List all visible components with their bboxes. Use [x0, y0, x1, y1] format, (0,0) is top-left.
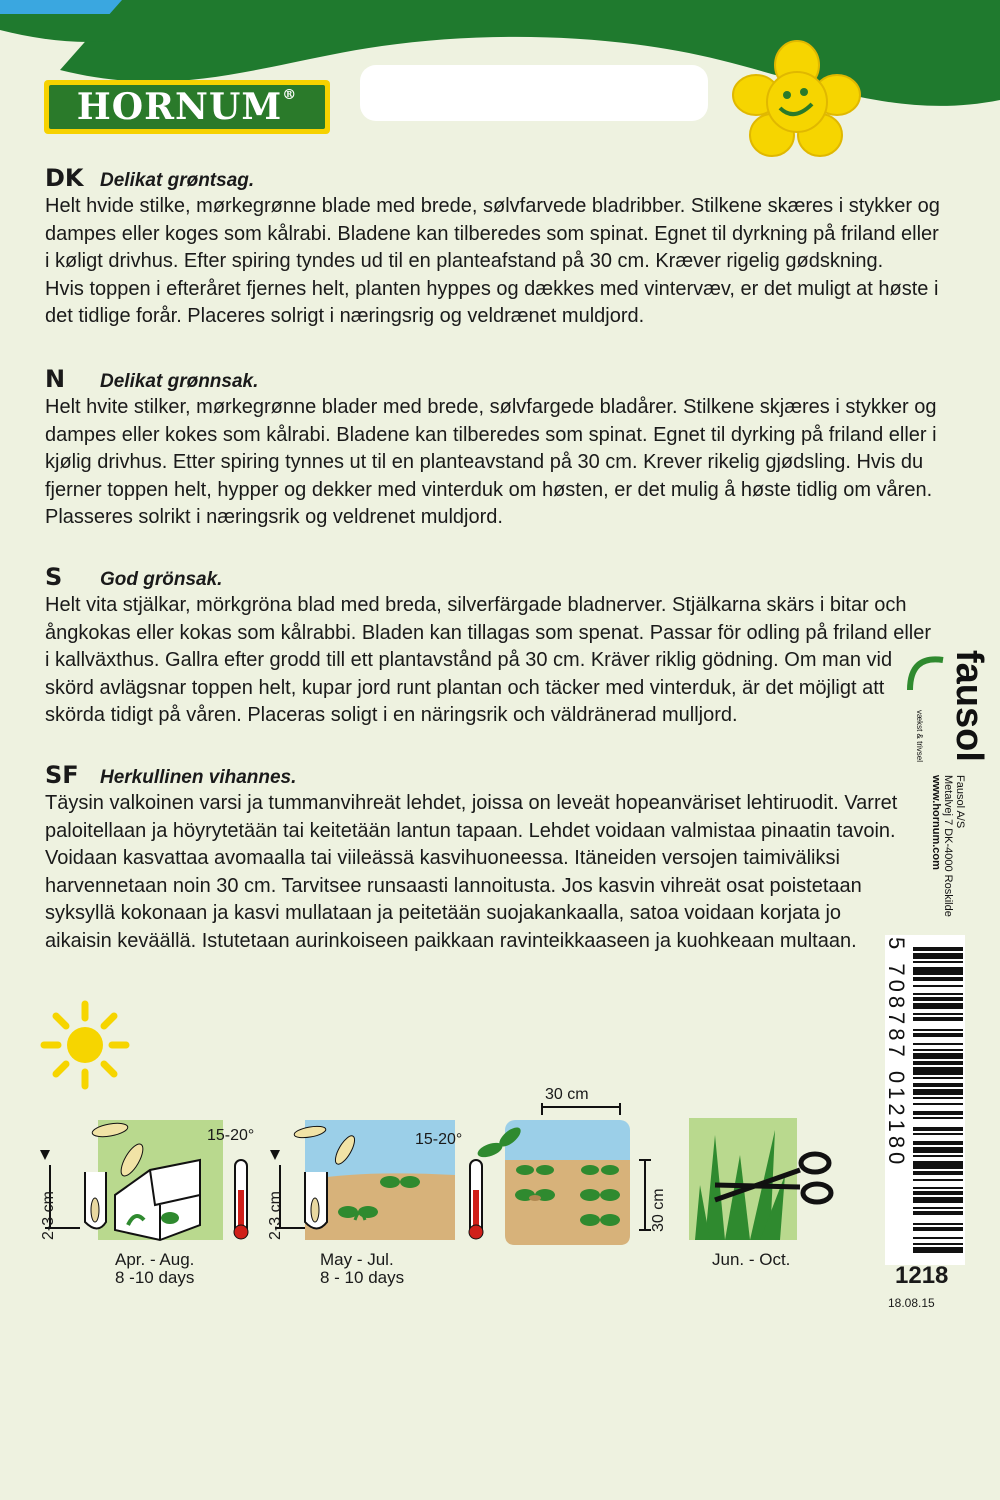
body-line: Helt hvide stilke, mørkegrønne blade med brede, sølvfarvede bladribber. Stilkene skæres i stykker og [45, 195, 940, 217]
barcode-bar [913, 967, 963, 975]
address-line-1: Fausol A/S [954, 775, 966, 829]
address-line-3: www.hornum.com [930, 775, 942, 870]
lang-title: God grönsak. [100, 569, 223, 590]
barcode-bar [913, 1013, 963, 1015]
barcode-bar [913, 1067, 963, 1075]
lang-code: S [45, 563, 63, 591]
body-line: skörda tidigt på våren. Placeras soligt i en näringsrik och väldränerad mulljord. [45, 704, 738, 726]
section-sf [45, 762, 940, 955]
barcode-bar [913, 1043, 963, 1045]
period-label: May - Jul. [320, 1250, 394, 1269]
flower-mascot-icon [732, 40, 862, 160]
body-line: kjølig drivhus. Etter spiring tynnes ut til en planteavstand på 30 cm. Krever rikelig gjødsling. Hvis du [45, 451, 924, 473]
temp-label: 15-20° [207, 1127, 255, 1144]
body-line: syksyllä kokonaan ja kasvi mullataan ja peitetään suojakankaalla, satoa voidaan korjata jo [45, 902, 842, 924]
barcode-bar [913, 985, 963, 987]
barcode-bar [913, 1161, 963, 1169]
harvest-period-label: Jun. - Oct. [712, 1250, 791, 1269]
body-line: dampes eller koges som kålrabi. Bladene kan tilberedes som spinat. Egnet til dyrkning på friland eller [45, 222, 939, 245]
fausol-name: fausol [948, 650, 990, 762]
temp-label: 15-20° [415, 1131, 463, 1148]
print-date: 18.08.15 [888, 1296, 935, 1310]
scissors-icon [685, 1115, 845, 1245]
barcode-bar [913, 1049, 963, 1051]
barcode-bar [913, 1029, 963, 1031]
barcode-bar [913, 1197, 963, 1203]
body-line: dampes eller kokes som kålrabi. Bladene kan tilberedes som spinat. Egnet til dyrking på friland eller i [45, 423, 937, 446]
fausol-block [905, 650, 990, 940]
barcode-bar [913, 1207, 963, 1209]
depth-label: 2-3 cm [267, 1191, 284, 1240]
lang-code: SF [45, 761, 79, 789]
barcode-bar [913, 1171, 963, 1175]
barcode-bar [913, 1187, 963, 1189]
company-address [905, 775, 975, 915]
barcode-bar [913, 1179, 963, 1181]
body-line: harvennetaan noin 30 cm. Tarvitsee runsaasti lannoitusta. Jos kasvin vihreät osat poistetaan [45, 874, 862, 897]
barcode-bar [913, 1117, 963, 1119]
item-code: 1218 [895, 1262, 949, 1289]
barcode-bar [913, 1227, 963, 1231]
barcode-bar [913, 961, 963, 963]
blank-label-area [360, 65, 708, 121]
lang-code: N [45, 365, 66, 393]
address-line-2: Metalvej 7 DK-4000 Roskilde [942, 775, 954, 917]
barcode-bar [913, 1243, 963, 1245]
barcode-bar [913, 1111, 963, 1115]
lang-title: Herkullinen vihannes. [100, 767, 297, 788]
barcode-bar [913, 947, 963, 951]
lang-title: Delikat grøntsag. [100, 170, 255, 191]
barcode-bar [913, 1053, 963, 1059]
barcode-bar [913, 977, 963, 981]
depth-label: 2-3 cm [40, 1191, 57, 1240]
body-line: Helt vita stjälkar, mörkgröna blad med breda, silverfärgade bladnerver. Stjälkarna skärs i bitar och [45, 594, 907, 616]
barcode-bar [913, 1237, 963, 1239]
body-line: det tidlige forår. Placeres solrigt i næringsrig og veldrænet muldjord. [45, 305, 645, 327]
barcode [885, 935, 965, 1265]
registered-mark: ® [282, 87, 298, 103]
body-line: Hvis toppen i efteråret fjernes helt, planten hyppes og dækkes med vintervæv, er det muligt at høste i [45, 277, 939, 300]
barcode-bar [913, 1103, 963, 1105]
barcode-bar [913, 1017, 963, 1021]
barcode-bar [913, 1141, 963, 1145]
barcode-bar [913, 1033, 963, 1037]
days-label: 8 - 10 days [320, 1268, 405, 1287]
barcode-bar [913, 1191, 963, 1195]
barcode-bar [913, 1223, 963, 1225]
body-line: Helt hvite stilker, mørkegrønne blader med brede, sølvfargede bladårer. Stilkene skjæres i stykker og [45, 396, 937, 418]
spacing-label: 30 cm [545, 1086, 589, 1103]
body-line: i køligt drivhus. Efter spiring tyndes ud til en planteafstand på 30 cm. Kræver rigelig gødskning. [45, 250, 884, 272]
barcode-bar [913, 1089, 963, 1095]
body-line: skörd avlägsnar toppen helt, kupar jord runt plantan och täcker med vinterduk, är det möjligt att [45, 676, 885, 699]
barcode-bar [913, 1247, 963, 1253]
section-n [45, 366, 940, 532]
fausol-tagline: vækst & trivsel [915, 710, 924, 763]
body-line: Plasseres solrikt i næringsrik og veldrenet muldjord. [45, 506, 503, 528]
body-line: i kallväxthus. Gallra efter grodd till ett plantavstånd på 30 cm. Kräver riklig gödning. Om man vid [45, 649, 893, 671]
barcode-bar [913, 1127, 963, 1131]
body-line: Voidaan kasvattaa avomaalla tai viileässä kasvihuoneessa. Itäneiden versojen taimiväliksi [45, 847, 840, 869]
section-dk [45, 165, 940, 331]
barcode-bar [913, 1097, 963, 1099]
lang-title: Delikat grønnsak. [100, 371, 259, 392]
period-label: Apr. - Aug. [115, 1250, 195, 1269]
barcode-bar [913, 1211, 963, 1215]
barcode-bars [885, 935, 965, 1265]
barcode-digits: 5 708787 012180 [884, 937, 909, 1169]
body-line: aikaisin keväällä. Istutetaan aurinkoiseen paikkaan ravinteikkaaseen ja kuohkeaan multaan. [45, 929, 857, 952]
seed-icon [465, 1085, 675, 1250]
body-line: ångkokas eller kokas som kålrabbi. Bladen kan tillagas som spenat. Passar för odling på friland eller [45, 621, 932, 644]
hornum-logo [44, 80, 330, 134]
body-line: paloitellaan ja höyrytetään tai keitetään lantun tapaan. Lehdet voidaan valmistaa pinaatin tavoin. [45, 819, 896, 842]
barcode-bar [913, 1155, 963, 1157]
barcode-bar [913, 1077, 963, 1079]
barcode-bar [913, 993, 963, 995]
days-label: 8 -10 days [115, 1268, 195, 1287]
barcode-bar [913, 1133, 963, 1135]
sun-icon [40, 1000, 130, 1090]
section-s [45, 564, 940, 730]
barcode-bar [913, 1003, 963, 1009]
row-depth-label: 30 cm [650, 1188, 667, 1232]
logo-text: HORNUM [76, 86, 283, 128]
barcode-bar [913, 1083, 963, 1087]
barcode-bar [913, 997, 963, 1001]
lang-code: DK [45, 164, 84, 192]
barcode-bar [913, 1061, 963, 1065]
barcode-bar [913, 953, 963, 959]
body-line: Täysin valkoinen varsi ja tummanvihreät lehdet, joissa on leveät hopeanväriset lehtiruodit. Varret [45, 792, 898, 814]
barcode-bar [913, 1147, 963, 1153]
body-line: fjerner toppen helt, hypper og dekker med vinterduk om høsten, er det mulig å høste tidlig om våren. [45, 478, 933, 501]
